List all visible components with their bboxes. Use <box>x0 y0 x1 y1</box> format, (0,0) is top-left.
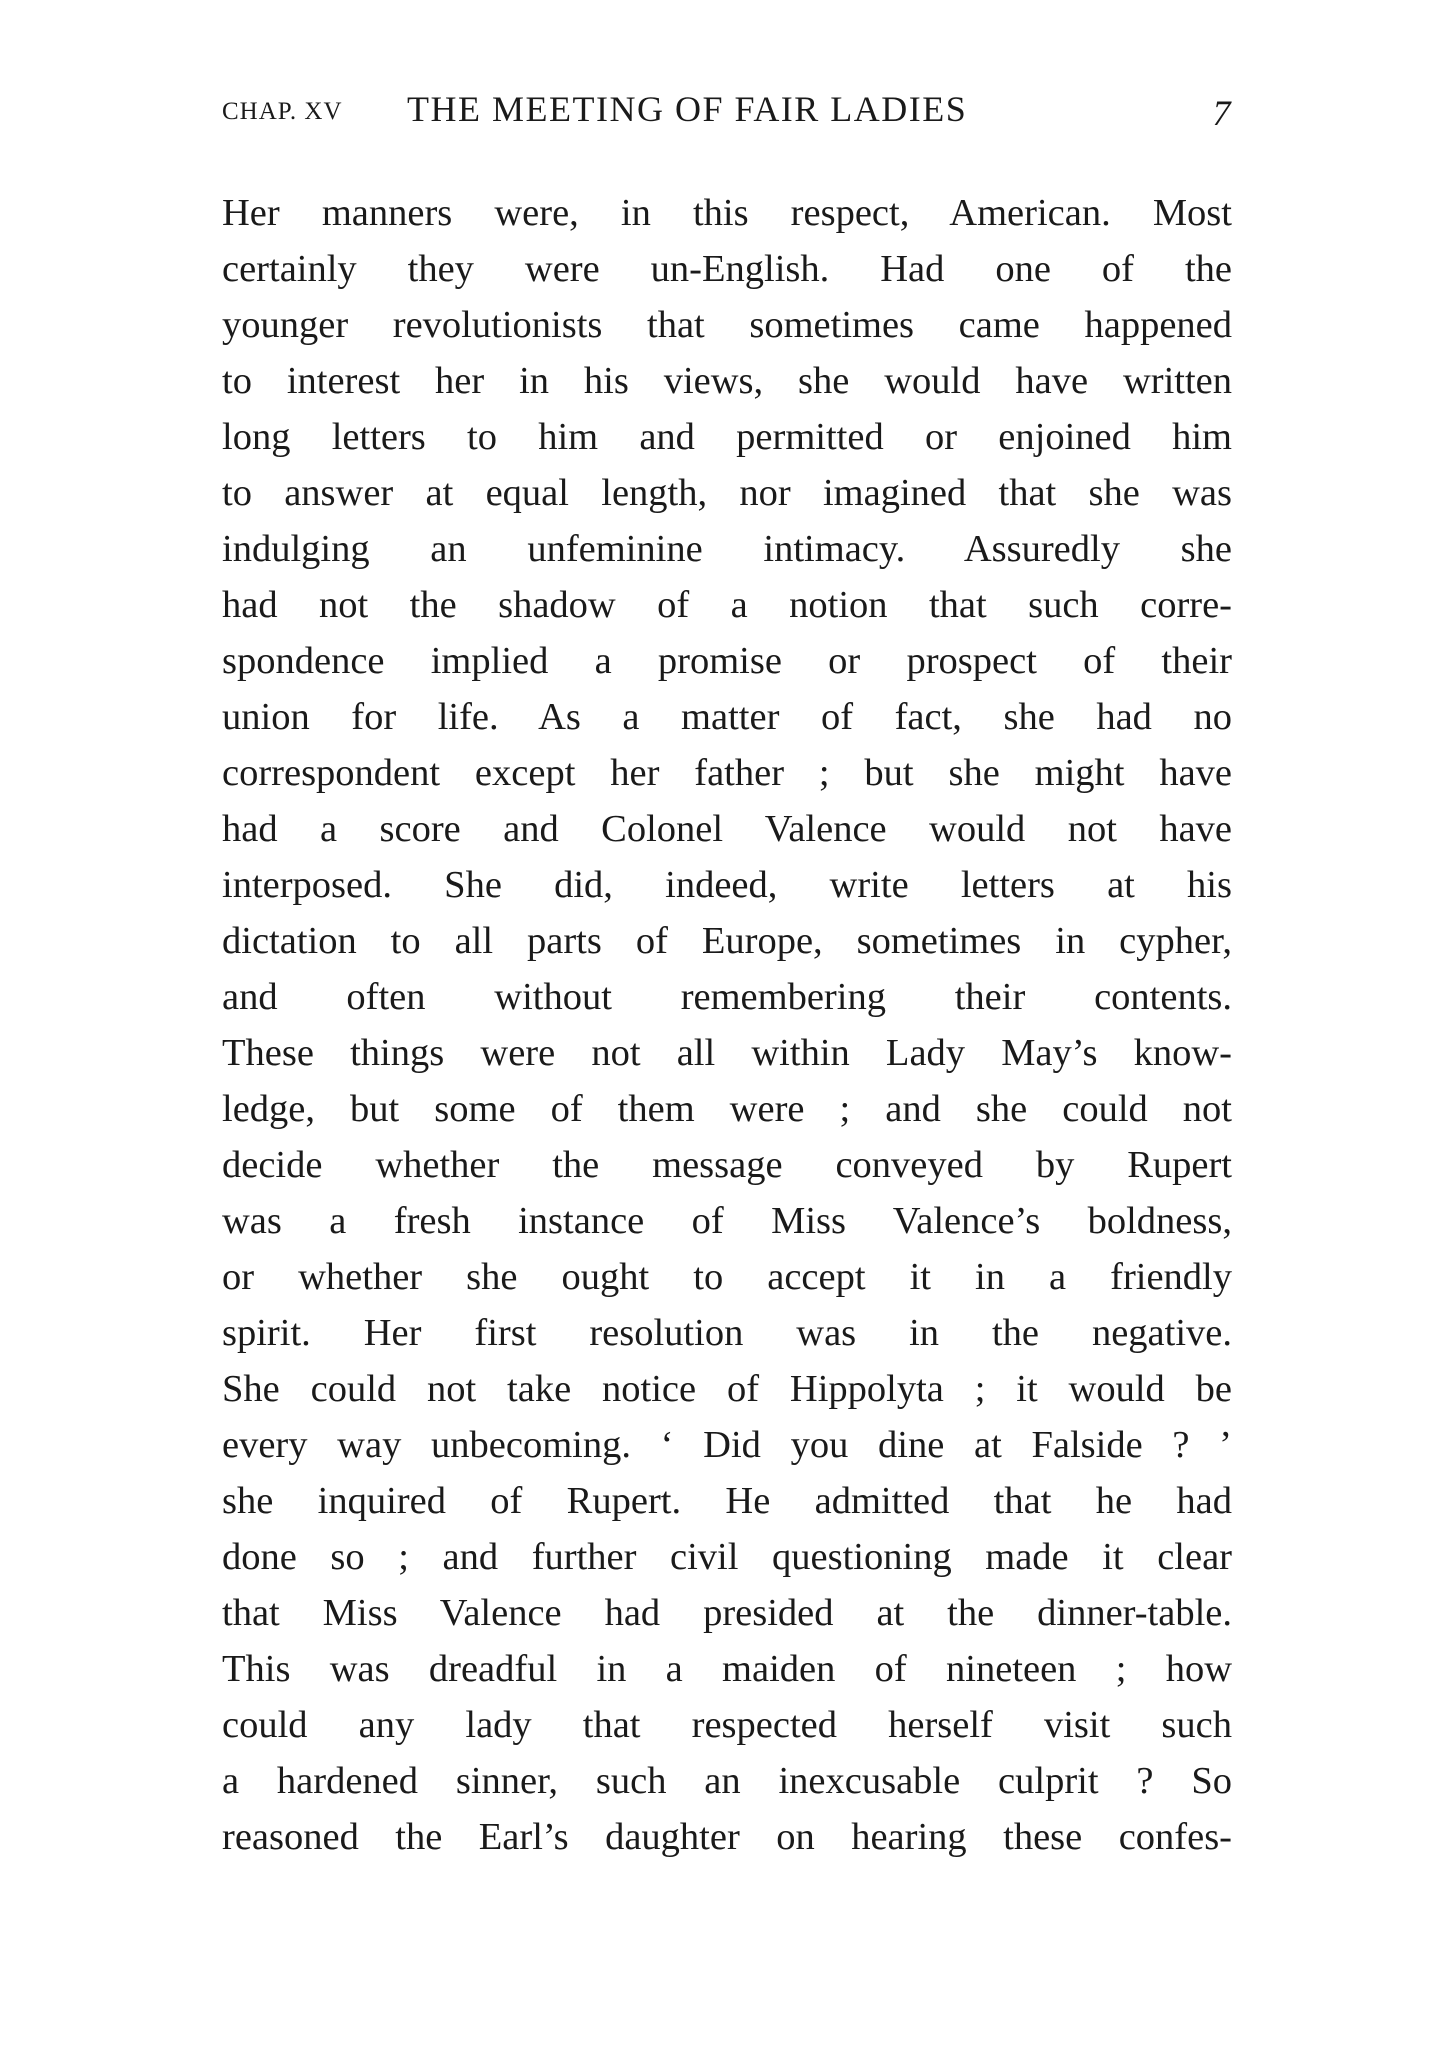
body-text <box>222 185 1232 1865</box>
text-line: had not the shadow of a notion that such corre- <box>222 584 1232 626</box>
text-line: could any lady that respected herself visit such <box>222 1704 1232 1746</box>
text-line: dictation to all parts of Europe, sometimes in cypher, <box>222 920 1232 962</box>
text-line: a hardened sinner, such an inexcusable culprit ? So <box>222 1760 1232 1802</box>
text-line: ledge, but some of them were ; and she could not <box>222 1088 1232 1130</box>
text-line: certainly they were un-English. Had one of the <box>222 248 1232 290</box>
text-line: union for life. As a matter of fact, she had no <box>222 696 1232 738</box>
text-line: to interest her in his views, she would have written <box>222 360 1232 402</box>
text-line: indulging an unfeminine intimacy. Assuredly she <box>222 528 1232 570</box>
text-line: decide whether the message conveyed by Rupert <box>222 1144 1232 1186</box>
text-line: or whether she ought to accept it in a friendly <box>222 1256 1232 1298</box>
text-line: spirit. Her first resolution was in the negative. <box>222 1312 1232 1354</box>
text-line: reasoned the Earl’s daughter on hearing these confes- <box>222 1816 1232 1858</box>
text-line: she inquired of Rupert. He admitted that he had <box>222 1480 1232 1522</box>
text-line: spondence implied a promise or prospect of their <box>222 640 1232 682</box>
text-line: long letters to him and permitted or enjoined him <box>222 416 1232 458</box>
text-line: had a score and Colonel Valence would not have <box>222 808 1232 850</box>
chapter-title: THE MEETING OF FAIR LADIES <box>407 89 968 129</box>
chapter-label: CHAP. XV <box>222 98 343 125</box>
page-number: 7 <box>1212 93 1232 133</box>
text-line: done so ; and further civil questioning made it clear <box>222 1536 1232 1578</box>
text-line: She could not take notice of Hippolyta ; it would be <box>222 1368 1232 1410</box>
text-line: that Miss Valence had presided at the dinner-table. <box>222 1592 1232 1634</box>
text-line: Her manners were, in this respect, American. Most <box>222 192 1232 234</box>
text-line: These things were not all within Lady May’s know- <box>222 1032 1232 1074</box>
text-line: This was dreadful in a maiden of nineteen ; how <box>222 1648 1232 1690</box>
text-line: and often without remembering their contents. <box>222 976 1232 1018</box>
text-line: every way unbecoming. ‘ Did you dine at Falside ? ’ <box>222 1424 1232 1466</box>
text-line: interposed. She did, indeed, write letters at his <box>222 864 1232 906</box>
text-line: was a fresh instance of Miss Valence’s boldness, <box>222 1200 1232 1242</box>
text-line: to answer at equal length, nor imagined that she was <box>222 472 1232 514</box>
running-head <box>222 88 1232 138</box>
text-line: correspondent except her father ; but she might have <box>222 752 1232 794</box>
text-line: younger revolutionists that sometimes came happened <box>222 304 1232 346</box>
